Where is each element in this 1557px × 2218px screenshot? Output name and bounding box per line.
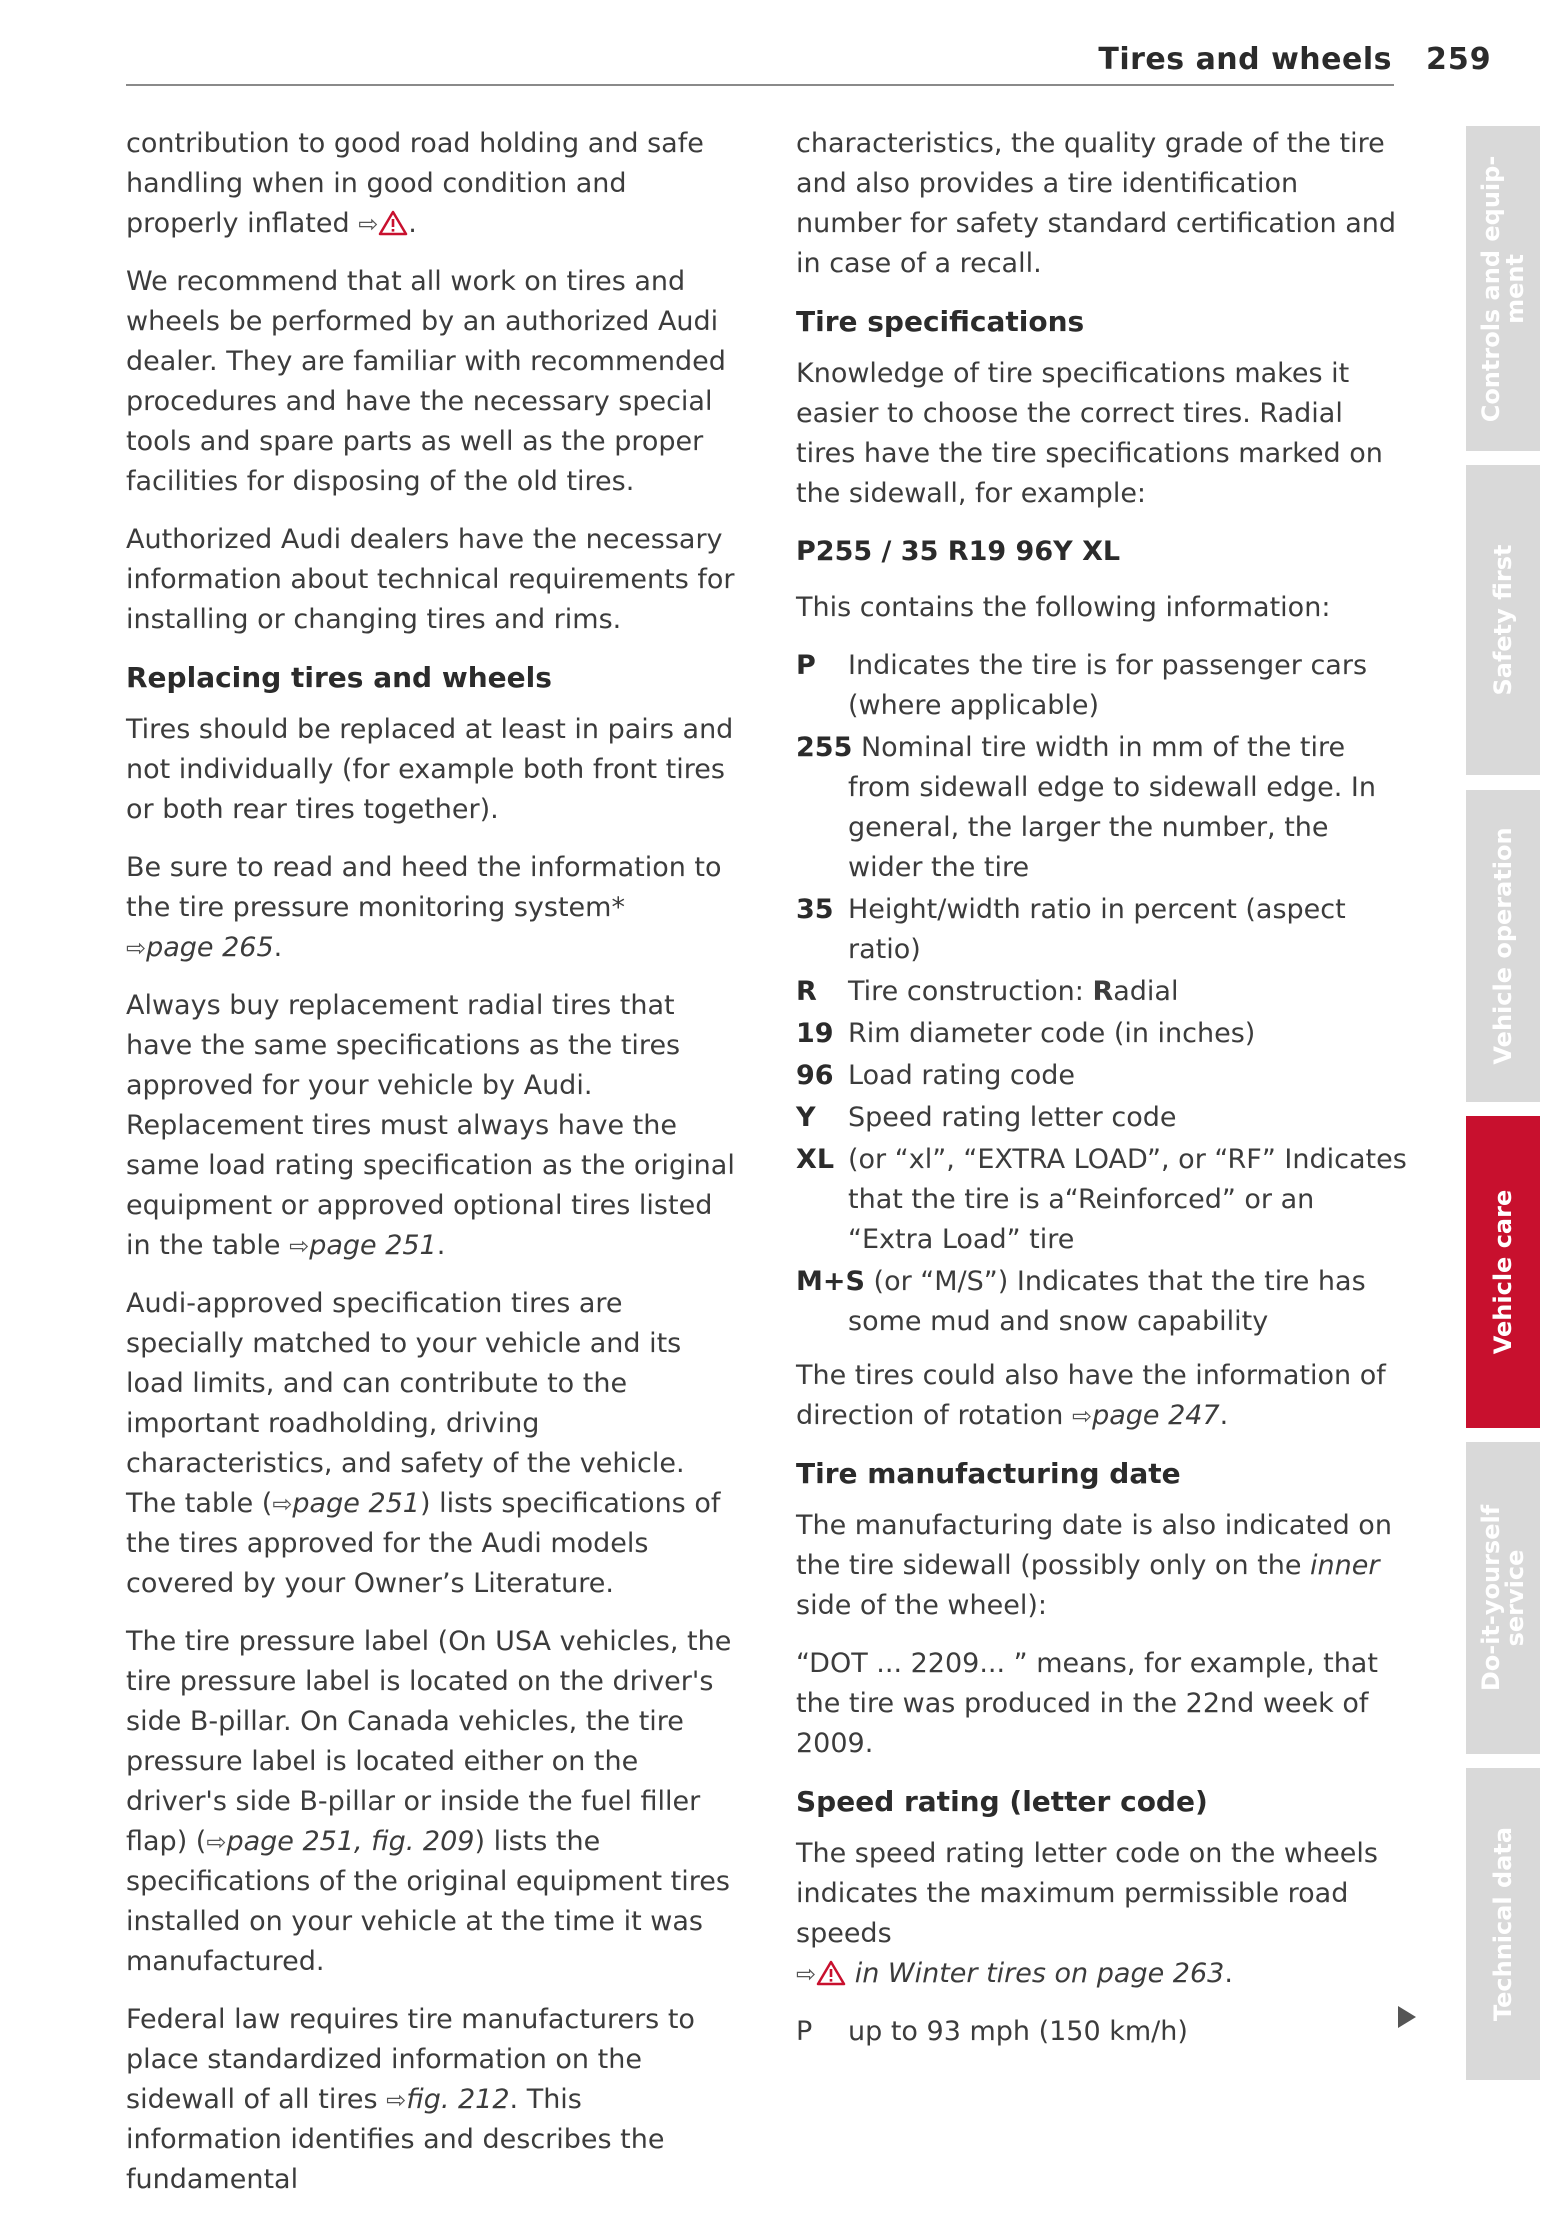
figure-reference-link[interactable]: fig. 212	[406, 2084, 510, 2115]
paragraph: The speed rating letter code on the wheels indicates the maximum permissible road speeds ⇨ in Winter tires on page 263.	[796, 1838, 1378, 1989]
paragraph: Authorized Audi dealers have the necessary information about technical requirements for installing or changing tires and rims.	[126, 524, 735, 635]
page-reference-link[interactable]: page 247	[1092, 1400, 1220, 1431]
page-reference-link[interactable]: page 251, fig. 209	[226, 1826, 475, 1857]
tab-controls-and-equipment[interactable]: Controls and equip- ment	[1466, 126, 1540, 451]
section-heading-replacing: Replacing tires and wheels	[126, 661, 552, 694]
paragraph: Always buy replacement radial tires that have the same specifications as the tires approved for your vehicle by Audi. Replacement tires must always have the same load rating specification as the original equipment or approved optional tires listed in the table ⇨page 251.	[126, 990, 735, 1261]
tire-code-example: P255 / 35 R19 96Y XL	[796, 536, 1121, 567]
arrow-right-outline-icon: ⇨	[272, 1490, 293, 1518]
arrow-right-outline-icon: ⇨	[206, 1828, 227, 1856]
paragraph: contribution to good road holding and safe handling when in good condition and properly inflated ⇨ .	[126, 128, 704, 239]
arrow-right-outline-icon: ⇨	[126, 934, 147, 962]
page-reference-link[interactable]: page 265	[146, 932, 274, 963]
warning-triangle-icon[interactable]	[816, 1960, 846, 1986]
arrow-right-outline-icon: ⇨	[289, 1232, 310, 1260]
list-item: Y Speed rating letter code	[796, 1102, 1177, 1133]
paragraph: Tires should be replaced at least in pairs and not individually (for example both front tires or both rear tires together).	[126, 714, 734, 825]
warning-triangle-icon[interactable]	[378, 210, 408, 236]
tab-safety-first[interactable]: Safety first	[1466, 465, 1540, 775]
arrow-right-outline-icon: ⇨	[386, 2086, 407, 2114]
tab-vehicle-operation[interactable]: Vehicle operation	[1466, 790, 1540, 1102]
page-reference-link[interactable]: page 251	[309, 1230, 437, 1261]
list-item: 19 Rim diameter code (in inches)	[796, 1018, 1256, 1049]
tab-vehicle-care[interactable]: Vehicle care	[1466, 1116, 1540, 1428]
arrow-right-outline-icon: ⇨	[358, 210, 379, 238]
arrow-right-outline-icon: ⇨	[1071, 1402, 1093, 1430]
arrow-right-outline-icon: ⇨	[796, 1960, 817, 1988]
paragraph: Federal law requires tire manufacturers to place standardized information on the sidewall of all tires ⇨fig. 212. This information identifies and describes the fundamental	[126, 2004, 695, 2195]
section-heading-tire-specifications: Tire specifications	[796, 305, 1085, 338]
list-item: M+S (or “M/S”) Indicates that the tire has some mud and snow capability	[796, 1266, 1366, 1337]
speed-rating-item: P up to 93 mph (150 km/h)	[796, 2016, 1188, 2047]
list-item: XL (or “xl”, “EXTRA LOAD”, or “RF” Indicates that the tire is a“Reinforced” or an “Extra Load” tire	[796, 1144, 1407, 1255]
paragraph: We recommend that all work on tires and wheels be performed by an authorized Audi dealer. They are familiar with recommended procedures and have the necessary special tools and spare parts as well as the proper facilities for disposing of the old tires.	[126, 266, 726, 497]
left-column	[126, 124, 736, 2218]
paragraph: Be sure to read and heed the information to the tire pressure monitoring system* ⇨page 265.	[126, 852, 722, 963]
paragraph: Audi-approved specification tires are specially matched to your vehicle and its load limits, and can contribute to the important roadholding, driving characteristics, and safety of the vehicle. The table (⇨page 251) lists specifications of the tires approved for the Audi models covered by your Owner’s Literature.	[126, 1288, 721, 1599]
right-column	[796, 124, 1408, 2052]
header-divider	[126, 84, 1394, 86]
list-item: 96 Load rating code	[796, 1060, 1076, 1091]
page-reference-link[interactable]: page 251	[292, 1488, 420, 1519]
tab-do-it-yourself-service[interactable]: Do-it-yourself service	[1466, 1442, 1540, 1754]
list-item: R Tire construction: Radial	[796, 976, 1179, 1007]
section-heading-manufacturing-date: Tire manufacturing date	[796, 1457, 1181, 1490]
paragraph: This contains the following information:	[796, 592, 1331, 623]
tire-spec-list	[796, 646, 1408, 1342]
play-triangle-icon	[1398, 2006, 1416, 2028]
paragraph: Knowledge of tire specifications makes it easier to choose the correct tires. Radial tires have the tire specifications marked on the sidewall, for example:	[796, 358, 1383, 509]
list-item: 35 Height/width ratio in percent (aspect ratio)	[796, 894, 1346, 965]
page-header-title: Tires and wheels	[1098, 42, 1392, 77]
tab-technical-data[interactable]: Technical data	[1466, 1768, 1540, 2080]
page-number: 259	[1426, 42, 1492, 77]
paragraph: characteristics, the quality grade of the tire and also provides a tire identification number for safety standard certification and in case of a recall.	[796, 128, 1397, 279]
paragraph: The manufacturing date is also indicated on the tire sidewall (possibly only on the inner side of the wheel):	[796, 1510, 1392, 1621]
section-heading-speed-rating: Speed rating (letter code)	[796, 1785, 1208, 1818]
list-item: 255 Nominal tire width in mm of the tire from sidewall edge to sidewall edge. In general, the larger the number, the wider the tire	[796, 732, 1376, 883]
paragraph: The tire pressure label (On USA vehicles, the tire pressure label is located on the driver's side B-pillar. On Canada vehicles, the tire pressure label is located either on the driver's side B-pillar or inside the fuel filler flap) (⇨page 251, fig. 209) lists the specifications of the original equipment tires installed on your vehicle at the time it was manufactured.	[126, 1626, 732, 1977]
paragraph: “DOT ... 2209... ” means, for example, that the tire was produced in the 22nd week of 2009.	[796, 1648, 1378, 1759]
page-reference-link[interactable]: in Winter tires on page 263	[854, 1958, 1225, 1989]
list-item: P Indicates the tire is for passenger cars (where applicable)	[796, 650, 1368, 721]
paragraph: The tires could also have the information of direction of rotation ⇨page 247.	[796, 1360, 1386, 1431]
